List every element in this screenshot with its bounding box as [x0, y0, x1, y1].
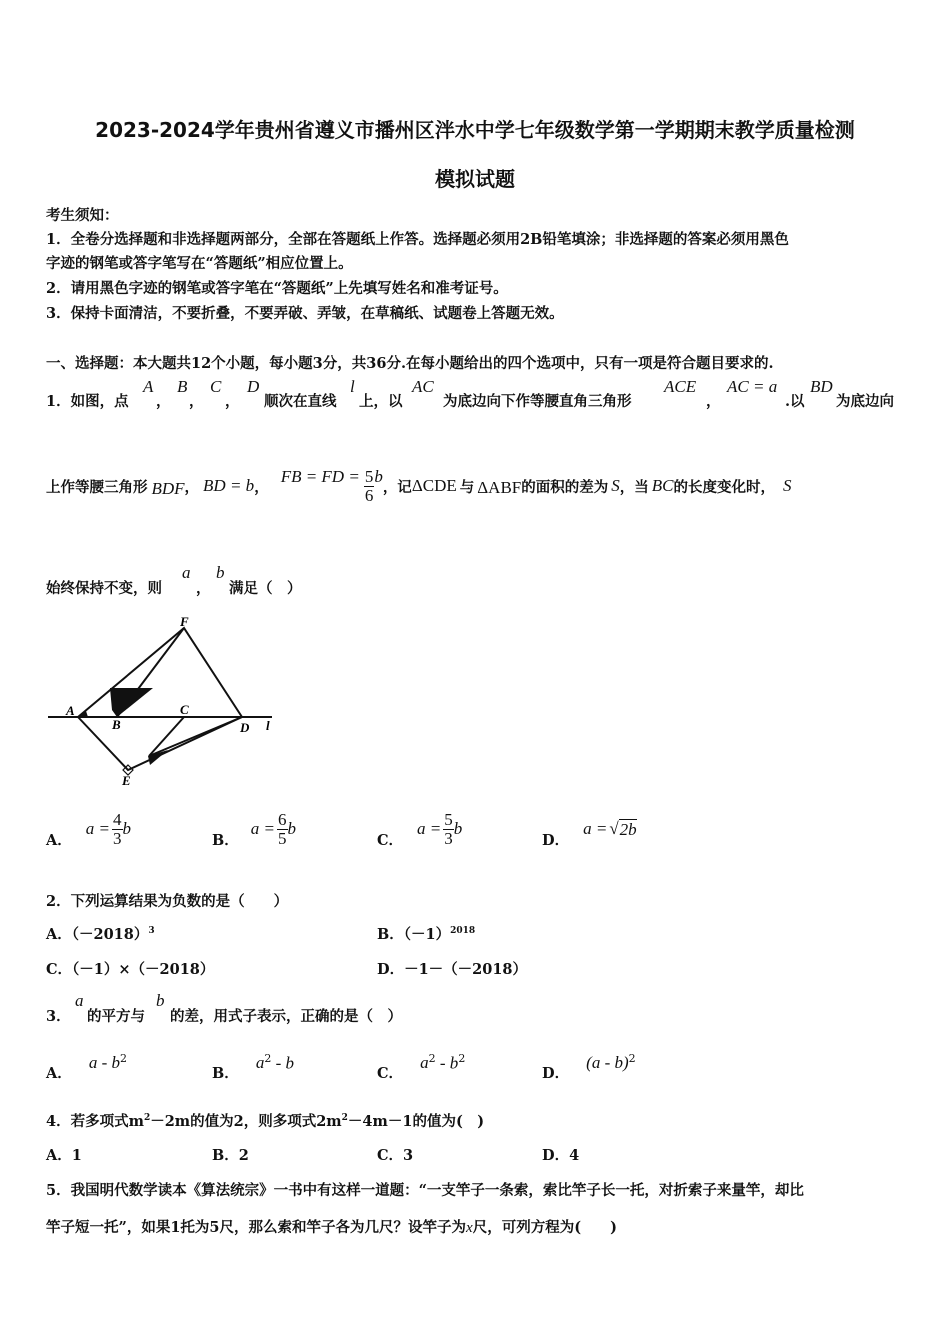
q1-number: 1．如图，点 — [46, 393, 129, 410]
q1-text: 为底边向 — [836, 393, 894, 410]
segment-ce — [149, 717, 184, 756]
q1-text: 上，以 — [359, 393, 403, 410]
q4-option-c[interactable]: C．3 — [377, 1147, 414, 1164]
q3-option-c[interactable]: C． $a^2 - b^2$ — [377, 1052, 466, 1083]
q1-point-a: A — [143, 377, 154, 396]
label-e: E — [122, 773, 131, 788]
q1-line-l: l — [350, 377, 355, 396]
q1-text: 始终保持不变，则 — [46, 580, 162, 597]
q5-stem-line2: 竿子短一托”，如果1托为5尺，那么索和竿子各为几尺？设竿子为x尺，可列方程为( ) — [46, 1219, 617, 1236]
q1-frac-b: b — [374, 467, 383, 486]
label-d: D — [240, 720, 250, 735]
q1-ace: ACE — [664, 377, 697, 396]
q1-ac: AC — [412, 377, 434, 396]
triangle-abf-sides — [78, 628, 242, 717]
q4-option-a[interactable]: A．1 — [46, 1147, 82, 1164]
q2-option-a[interactable]: A．$(-2018)^3$ — [46, 926, 155, 943]
q1-option-d[interactable]: D． a = √ 2b — [542, 819, 637, 849]
q1-comma: ， — [189, 393, 204, 410]
q1-comma: ， — [156, 393, 171, 410]
notice-item-1-cont: 字迹的钢笔或答字笔写在“答题纸”相应位置上。 — [46, 255, 353, 272]
q1-text: 与 — [459, 478, 475, 496]
section-heading: 一、选择题：本大题共12个小题，每小题3分，共36分.在每小题给出的四个选项中，只有一项是符合题目要求的. — [46, 355, 774, 372]
q1-comma: ， — [184, 478, 200, 496]
q1-comma: ， — [254, 478, 269, 496]
q3-text: 的差，用式子表示，正确的是（ ） — [170, 1008, 402, 1025]
q1-b: b — [216, 563, 225, 582]
notice-item-1: 1．全卷分选择题和非选择题两部分，全部在答题纸上作答。选择题必须用2B铅笔填涂；非选择题的答案必须用黑色 — [46, 231, 789, 248]
q1-text: 满足（ ） — [229, 580, 302, 597]
q2-option-d[interactable]: D．－1－（－2018） — [377, 961, 528, 978]
q1-comma: ， — [706, 393, 721, 410]
q3-text: 的平方与 — [87, 1008, 145, 1025]
q1-line2 — [46, 464, 792, 508]
page-title-line2: 模拟试题 — [435, 167, 515, 191]
q1-text: 为底边向下作等腰直角三角形 — [443, 393, 632, 410]
q1-a: a — [182, 563, 191, 582]
segment-ed — [149, 717, 242, 756]
q1-text: 上作等腰三角形 — [46, 478, 148, 496]
q4-stem: 4．若多项式$m^2-2m$的值为2，则多项式$2m^2-4m-1$的值为( ) — [46, 1113, 485, 1130]
q3-a: a — [75, 991, 84, 1010]
q1-text: 的长度变化时， — [673, 478, 775, 496]
q1-option-a[interactable]: A． a = $\frac{4}{3}$ b — [46, 809, 131, 849]
q1-text: ，当 — [619, 478, 649, 496]
q2-stem: 2．下列运算结果为负数的是（ ） — [46, 893, 289, 910]
q1-s2: S — [783, 476, 792, 495]
q3-option-a[interactable]: A． a - $b^2$ — [46, 1052, 128, 1083]
q1-s: S — [611, 476, 620, 495]
q4-option-d[interactable]: D．4 — [542, 1147, 580, 1164]
q1-bc: BC — [651, 476, 674, 495]
q3-number: 3． — [46, 1008, 71, 1025]
q2-option-b[interactable]: B．$(-1)^{2018}$ — [377, 926, 476, 943]
notice-item-3: 3．保持卡面清洁，不要折叠，不要弄破、弄皱，在草稿纸、试题卷上答题无效。 — [46, 305, 564, 322]
q1-bdf: BDF — [151, 479, 185, 498]
q4-option-b[interactable]: B．2 — [212, 1147, 249, 1164]
label-l: l — [266, 718, 270, 733]
q1-fraction: $\frac{5}{6}$ — [364, 466, 374, 505]
label-b: B — [112, 717, 121, 732]
q1-text: ，记 — [382, 478, 412, 496]
q1-option-c[interactable]: C． a = $\frac{5}{3}$ b — [377, 809, 463, 849]
q1-option-b[interactable]: B． a = $\frac{6}{5}$ b — [212, 809, 296, 849]
label-c: C — [180, 702, 189, 717]
q3-option-b[interactable]: B． $a^2$ - b — [212, 1052, 295, 1083]
q1-text: .以 — [785, 393, 805, 410]
q1-comma: ， — [196, 580, 211, 597]
q1-comma: ， — [225, 393, 240, 410]
q1-point-c: C — [210, 377, 222, 396]
q1-abf: ΔABF — [477, 478, 522, 497]
q2-option-c[interactable]: C．（－1）×（－2018） — [46, 961, 215, 978]
q1-fb-fd: FB = FD = — [280, 467, 360, 486]
q1-bd: BD — [810, 377, 833, 396]
q1-figure — [40, 615, 290, 790]
q3-option-d[interactable]: D． (a - b)$^2$ — [542, 1052, 636, 1083]
notice-item-2: 2．请用黑色字迹的钢笔或答字笔在“答题纸”上先填写姓名和准考证号。 — [46, 280, 508, 297]
q1-point-b: B — [177, 377, 188, 396]
q1-text: 的面积的差为 — [521, 478, 609, 496]
q1-text: 顺次在直线 — [264, 393, 337, 410]
label-a: A — [66, 703, 75, 718]
q3-b: b — [156, 991, 165, 1010]
q1-bd-eq-b: BD = b — [203, 476, 255, 495]
q1-cde: ΔCDE — [411, 476, 457, 495]
notice-heading: 考生须知： — [46, 207, 119, 224]
q5-stem-line1: 5．我国明代数学读本《算法统宗》一书中有这样一道题：“一支竿子一条索，索比竿子长一托，对折索子来量竿，却比 — [46, 1182, 804, 1199]
q1-ac-eq-a: AC = a — [727, 377, 778, 396]
page-title: 2023-2024学年贵州省遵义市播州区泮水中学七年级数学第一学期期末教学质量检测 — [95, 118, 855, 142]
shaded-region — [110, 688, 153, 717]
label-f: F — [180, 615, 189, 629]
q1-point-d: D — [247, 377, 260, 396]
